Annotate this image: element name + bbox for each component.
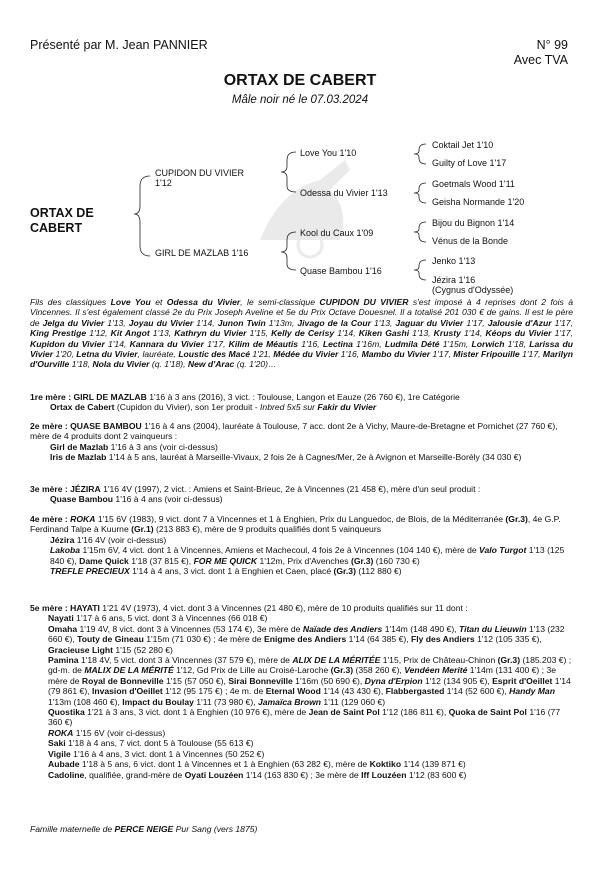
- dam-1-section: 1re mère : GIRL DE MAZLAB 1'16 à 3 ans (2016), 3 vict. : Toulouse, Langon et Eauze (26 760 €), 1re Catégorie Ortax de Cabert (Cupidon du Vivier), son 1er produit - Inbred 5x5 sur Fakir du Vivier: [30, 392, 460, 413]
- pedigree-dam-dam: Quase Bambou 1'16: [300, 266, 382, 276]
- pedigree-ggp-8-note: (Cygnus d'Odyssée): [432, 285, 514, 295]
- pedigree-ggp-8: Jézira 1'16: [432, 275, 476, 285]
- maternal-family: Famille maternelle de PERCE NEIGE Pur Sang (vers 1875): [30, 824, 258, 834]
- dam-5-heading: 5e mère : HAYATI: [30, 603, 100, 613]
- pedigree-sire-sire: Love You 1'10: [300, 148, 357, 158]
- pedigree-ggp-4: Geisha Normande 1'20: [432, 197, 525, 207]
- pedigree-root: [30, 206, 94, 236]
- pedigree-ggp-5: Bijou du Bignon 1'14: [432, 218, 515, 228]
- presenter: Présenté par M. Jean PANNIER: [30, 38, 208, 52]
- pedigree-sire-dam: Odessa du Vivier 1'13: [300, 188, 388, 198]
- dam-1-heading: 1re mère : GIRL DE MAZLAB: [30, 392, 147, 402]
- sire-intro: Fils des classiques Love You et Odessa du Vivier, le semi-classique CUPIDON DU VIVIER s'est imposé à 4 reprises dont 2 fois à Vincennes. Il s'est également classé 2e du Prix Joseph Aveline et 5e du Prix Octave Douesnel. Il a totalisé 201 030 € de gains. Il est le père de Jelga du Vivier 1'13, Joyau du Vivier 1'14, Junon Twin 1'13m, Jivago de la Cour 1'13, Jaguar du Vivier 1'17, Jalousie d'Azur 1'17, King Prestige 1'12, Kit Angot 1'13, Kathryn du Vivier 1'15, Kelly de Cerisy 1'14, Kiken Gashi 1'13, Krusty 1'14, Kéops du Vivier 1'17, Kupidon du Vivier 1'14, Kannara du Vivier 1'17, Kilim de Méautis 1'16, Lectina 1'16m, Ludmila Dété 1'15m, Lorwich 1'18, Larissa du Vivier 1'20, Letna du Vivier, lauréate, Loustic des Macé 1'21, Médée du Vivier 1'16, Mambo du Vivier 1'17, Mister Fripouille 1'17, Marilyn d'Ourville 1'18, Nola du Vivier (q. 1'18), New d'Arac (q. 1'20)…: [30, 297, 574, 370]
- pedigree-sire: [155, 168, 244, 188]
- pedigree-ggp-2: Guilty of Love 1'17: [432, 158, 507, 168]
- pedigree-ggp-1: Coktail Jet 1'10: [432, 140, 494, 150]
- lot-number: N° 99: [536, 38, 568, 52]
- dam-3-section: 3e mère : JÉZIRA 1'16 4V (1997), 2 vict. : Amiens et Saint-Brieuc, 2e à Vincennes (21 458 €), mère d'un seul produit : Quase Bambou 1'16 à 4 ans (voir ci-dessus): [30, 484, 481, 505]
- pedigree-dam: GIRL DE MAZLAB 1'16: [155, 248, 249, 258]
- dam-5-section: 5e mère : HAYATI 1'21 4V (1973), 4 vict. dont 3 à Vincennes (21 480 €), mère de 10 produits qualifiés sur 11 dont : Nayati 1'17 à 6 ans, 5 vict. dont 3 à Vincennes (66 018 €) Omaha 1'19 4V, 8 vict. dont 3 à Vincennes (53 174 €), 3e mère de Naïade des Andiers 1'14m (148 490 €), Titan du Lieuwin 1'13 (232 660 €), Touty de Gineau 1'15m (71 030 €) ; 4e mère de Enigme des Andiers 1'14 (64 385 €), Fly des Andiers 1'12 (105 335 €), Gracieuse Light 1'15 (52 280 €) Pamina 1'18 4V, 5 vict. dont 3 à Vincennes (37 579 €), mère de ALIX DE LA MÉRITÉE 1'15, Prix de Château-Chinon (Gr.3) (185.203 €) ; gd-m. de MALIX DE LA MÉRITÉ 1'12, Gd Prix de Lille au Croisé-Laroche (Gr.3) (358 260 €), Vendéen Merité 1'14m (131 400 €) ; 3e mère de Royal de Bonneville 1'15 (57 050 €), Sirai Bonneville 1'16m (50 690 €), Dyna d'Erpion 1'12 (134 905 €), Esprit d'Oeillet 1'14 (79 861 €), Invasion d'Oeillet 1'12 (95 175 €) ; 4e m. de Eternal Wood 1'14 (43 430 €), Flabbergasted 1'14 (52 600 €), Handy Man 1'13m (108 460 €), Impact du Boulay 1'11 (73 980 €), Jamaïca Brown 1'11 (129 060 €) Quostika 1'21 à 3 ans, 3 vict. dont 1 à Enghien (10 976 €), mère de Jean de Saint Pol 1'12 (186 811 €), Quoka de Saint Pol 1'16 (77 360 €) ROKA 1'15 6V (voir ci-dessus) Saki 1'18 à 4 ans, 7 vict. dont 5 à Toulouse (55 613 €) Vigile 1'16 à 4 ans, 3 vict. dont 1 à Vincennes (50 252 €) Aubade 1'18 à 5 ans, 6 vict. dont 1 à Vincennes et 1 à Enghien (63 282 €), mère de Koktiko 1'14 (139 871 €) Cadoline, qualifiée, grand-mère de Oyati Louzéen 1'14 (163 830 €) ; 3e mère de Iff Louzéen 1'12 (83 600 €): [30, 603, 572, 780]
- dam-4-section: 4e mère : ROKA 1'15 6V (1983), 9 vict. dont 7 à Vincennes et 1 à Enghien, Prix du Languedoc, de Blois, de la Méditerranée (Gr.3), 4e G.P. Ferdinand Talpe à Kuurne (Gr.1) (213 883 €), mère de 9 produits qualifiés dont 5 vainqueurs Jézira 1'16 4V (voir ci-dessus) Lakoba 1'15m 6V, 4 vict. dont 1 à Vincennes, Amiens et Machecoul, 4 fois 2e à Vincennes (104 140 €), mère de Valo Turgot 1'13 (125 840 €), Dame Quick 1'18 (37 815 €), FOR ME QUICK 1'12m, Prix d'Avenches (Gr.3) (160 730 €) TREFLE PRECIEUX 1'14 à 4 ans, 3 vict. dont 1 à Enghien et Caen, placé (Gr.3) (112 880 €): [30, 514, 565, 577]
- dam-3-heading: 3e mère : JÉZIRA: [30, 484, 101, 494]
- dam-4-heading: 4e mère : ROKA: [30, 514, 96, 524]
- horse-title: ORTAX DE CABERT: [223, 72, 377, 89]
- horse-description: Mâle noir né le 07.03.2024: [231, 94, 369, 106]
- vat-label: Avec TVA: [513, 53, 568, 67]
- sire-record: 1'12: [155, 178, 172, 188]
- root-name-line1: ORTAX DE: [30, 206, 94, 220]
- dam-2-heading: 2e mère : QUASE BAMBOU: [30, 421, 142, 431]
- pedigree-ggp-7: Jenko 1'13: [432, 256, 476, 266]
- dam-2-section: 2e mère : QUASE BAMBOU 1'16 à 4 ans (2004), lauréate à Toulouse, 7 acc. dont 2e à Vichy, Maure-de-Bretagne et Pornichet (27 760 €), mère de 4 produits dont 2 vainqueurs : Girl de Mazlab 1'16 à 3 ans (voir ci-dessus) Iris de Mazlab 1'14 à 5 ans, lauréat à Marseille-Vivaux, 2 fois 2e à Cagnes/Mer, 2e à Avignon et Marseille-Borély (34 030 €): [30, 421, 558, 463]
- sire-name: CUPIDON DU VIVIER: [155, 168, 245, 178]
- pedigree-ggp-6: Vénus de la Bonde: [432, 236, 509, 246]
- pedigree-ggp-3: Goetmals Wood 1'11: [432, 179, 515, 189]
- pedigree-dam-sire: Kool du Caux 1'09: [300, 228, 374, 238]
- root-name-line2: CABERT: [30, 221, 83, 235]
